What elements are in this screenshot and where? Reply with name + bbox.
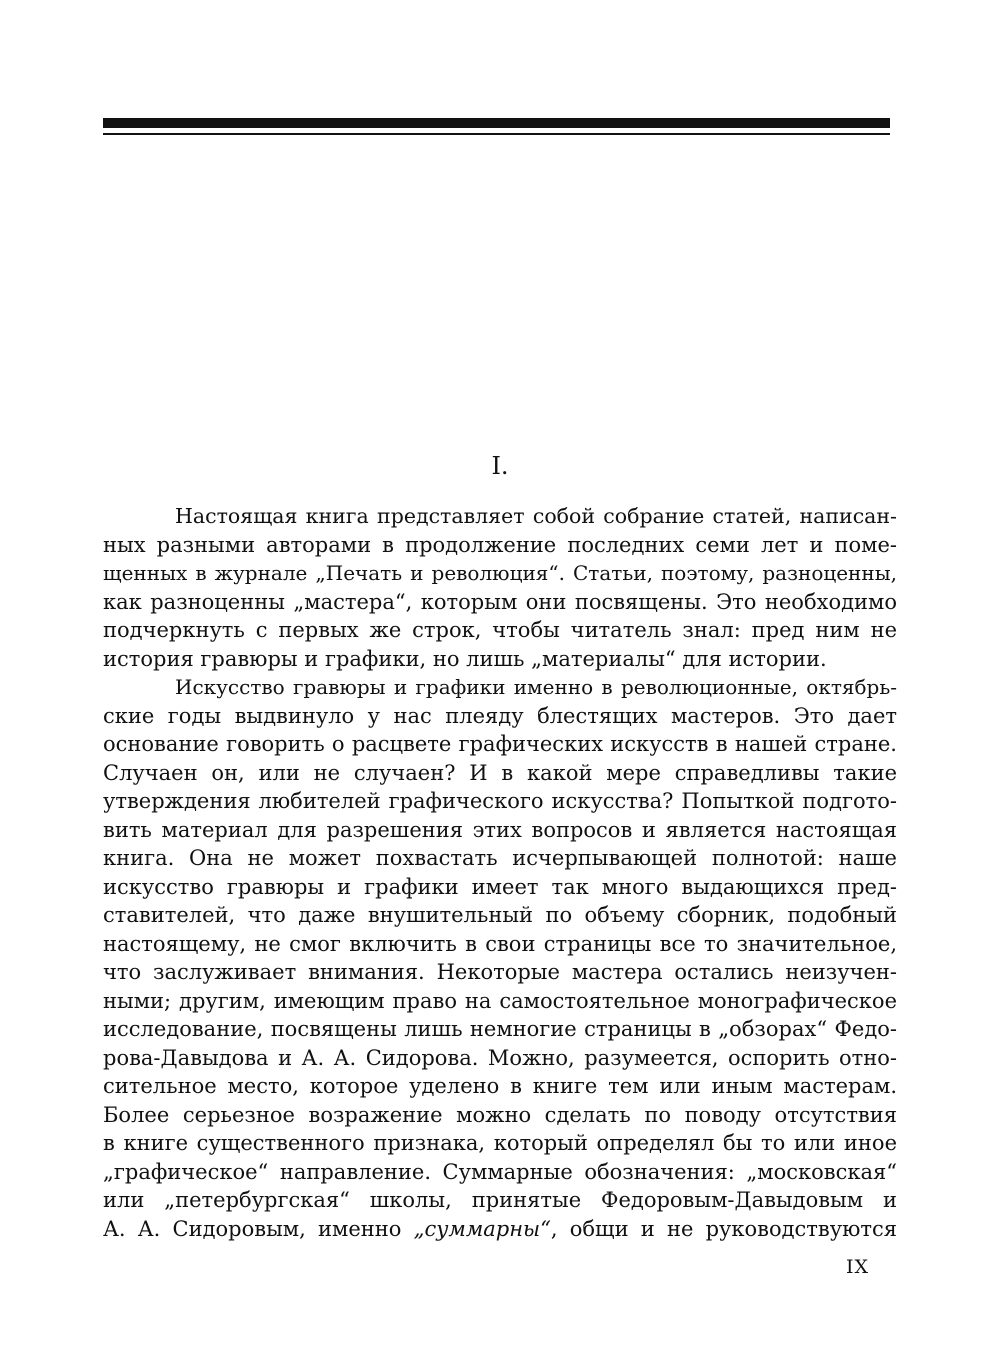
- paragraph-last-line: [103, 1215, 897, 1244]
- paragraph-line: ставителей, что даже внушительный по объему сборник, подобный: [103, 903, 897, 927]
- paragraph-line: книга. Она не может похвастать исчерпывающей полнотой: наше: [103, 846, 897, 870]
- paragraph-line: Настоящая книга представляет собой собрание статей, написан-: [175, 504, 897, 528]
- paragraph-line: история гравюры и графики, но лишь „материалы“ для истории.: [103, 646, 827, 671]
- header-rule-thick: [103, 118, 890, 128]
- paragraph-line: что заслуживает внимания. Некоторые мастера остались неизучен-: [103, 960, 897, 984]
- paragraph-line: в книге существенного признака, который определял бы то или иное: [103, 1131, 897, 1155]
- paragraph-line: сительное место, которое уделено в книге тем или иным мастерам.: [103, 1074, 897, 1098]
- paragraph-line: Случаен он, или не случаен? И в какой мере справедливы такие: [103, 760, 897, 785]
- text-body: [103, 502, 897, 1243]
- last-line-after: , общи и не руководствуются: [550, 1216, 897, 1241]
- page-number: IX: [846, 1256, 870, 1278]
- paragraph-line: исследование, посвящены лишь немногие страницы в „обзорах“ Федо-: [103, 1017, 897, 1041]
- paragraph-line: рова-Давыдова и А. А. Сидорова. Можно, разумеется, оспорить отно-: [103, 1045, 897, 1070]
- paragraph-line: настоящему, не смог включить в свои страницы все то значительное,: [103, 931, 897, 956]
- section-number: I.: [491, 452, 509, 480]
- paragraph-line: Более серьезное возражение можно сделать по поводу отсутствия: [103, 1102, 897, 1127]
- paragraph-line: ными; другим, имеющим право на самостоятельное монографическое: [103, 988, 897, 1013]
- paragraph-line: щенных в журнале „Печать и революция“. Статьи, поэтому, разноценны,: [103, 561, 897, 585]
- header-rule-thin: [103, 133, 890, 135]
- paragraph-line: ские годы выдвинуло у нас плеяду блестящих мастеров. Это дает: [103, 703, 897, 728]
- paragraph-line: вить материал для разрешения этих вопросов и является настоящая: [103, 817, 897, 842]
- paragraph-line: „графическое“ направление. Суммарные обозначения: „московская“: [103, 1159, 897, 1184]
- paragraph-line: как разноценны „мастера“, которым они посвящены. Это необходимо: [103, 589, 897, 614]
- last-line-before: А. А. Сидоровым, именно: [103, 1216, 414, 1241]
- paragraph-line: или „петербургская“ школы, принятые Федоровым-Давыдовым и: [103, 1188, 897, 1212]
- emphasis-summarny: „суммарны“: [413, 1216, 551, 1241]
- paragraph-line: утверждения любителей графического искусства? Попыткой подгото-: [103, 789, 897, 813]
- paragraph-line: ных разными авторами в продолжение последних семи лет и поме-: [103, 532, 897, 557]
- paragraph-line: подчеркнуть с первых же строк, чтобы читатель знал: пред ним не: [103, 618, 897, 642]
- paragraph-line: основание говорить о расцвете графических искусств в нашей стране.: [103, 732, 897, 756]
- paragraph-line: искусство гравюры и графики имеет так много выдающихся пред-: [103, 874, 897, 899]
- paragraph-line: Искусство гравюры и графики именно в революционные, октябрь-: [175, 675, 897, 699]
